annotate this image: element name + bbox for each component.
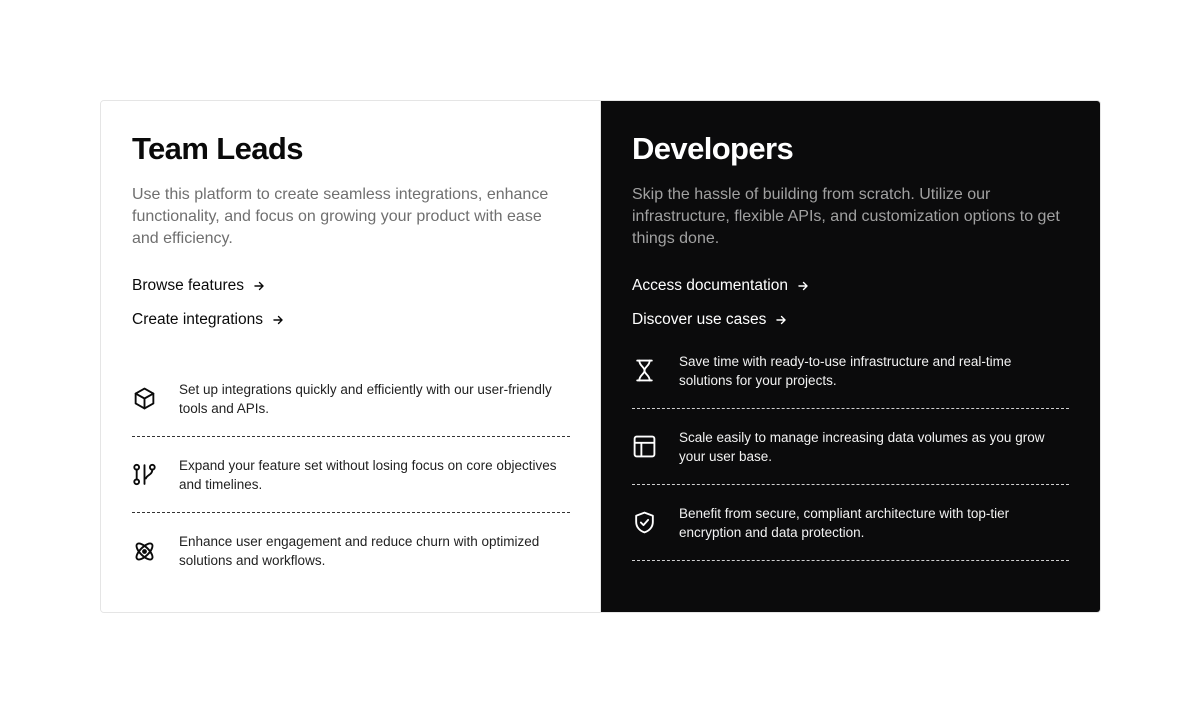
create-integrations-link[interactable] — [132, 303, 569, 337]
arrow-right-icon — [253, 280, 265, 292]
developers-title: Developers — [632, 131, 794, 166]
cube-icon — [132, 386, 157, 411]
feature-item — [132, 361, 570, 437]
feature-item — [132, 437, 570, 513]
layout-icon — [632, 434, 657, 459]
developers-features — [632, 333, 1069, 561]
browse-features-label: Browse features — [132, 277, 244, 294]
feature-item — [632, 485, 1069, 561]
access-documentation-label: Access documentation — [632, 277, 788, 294]
browse-features-link[interactable] — [132, 269, 569, 303]
team-leads-card — [101, 101, 601, 612]
shield-check-icon — [632, 510, 657, 535]
feature-text: Enhance user engagement and reduce churn with optimized solutions and workflows. — [179, 534, 540, 568]
arrow-right-icon — [272, 314, 284, 326]
developers-card — [601, 101, 1101, 612]
git-branch-icon — [132, 462, 157, 487]
feature-text: Expand your feature set without losing focus on core objectives and timelines. — [179, 457, 557, 492]
atom-icon — [132, 539, 157, 564]
create-integrations-label: Create integrations — [132, 311, 263, 328]
feature-item — [632, 409, 1069, 485]
feature-text: Benefit from secure, compliant architecture with top-tier encryption and data protection. — [679, 505, 1010, 540]
team-leads-description: Use this platform to create seamless integrations, enhance functionality, and focus on growing your product with ease and efficiency. — [132, 186, 549, 247]
team-leads-title: Team Leads — [132, 131, 303, 166]
developers-description: Skip the hassle of building from scratch. Utilize our infrastructure, flexible APIs, and customization options to get things done. — [632, 186, 1060, 247]
developers-links — [632, 269, 1070, 337]
discover-use-cases-link[interactable] — [632, 303, 1070, 337]
hourglass-icon — [632, 358, 657, 383]
audience-cards — [100, 100, 1101, 613]
feature-item — [632, 333, 1069, 409]
feature-item — [132, 513, 570, 589]
feature-text: Set up integrations quickly and efficiently with our user-friendly tools and APIs. — [179, 381, 552, 416]
arrow-right-icon — [775, 314, 787, 326]
team-leads-links — [132, 269, 569, 337]
feature-text: Save time with ready-to-use infrastructure and real-time solutions for your projects. — [679, 353, 1012, 388]
access-documentation-link[interactable] — [632, 269, 1070, 303]
arrow-right-icon — [797, 280, 809, 292]
feature-text: Scale easily to manage increasing data volumes as you grow your user base. — [679, 429, 1045, 464]
discover-use-cases-label: Discover use cases — [632, 311, 767, 328]
team-leads-features — [132, 361, 570, 589]
